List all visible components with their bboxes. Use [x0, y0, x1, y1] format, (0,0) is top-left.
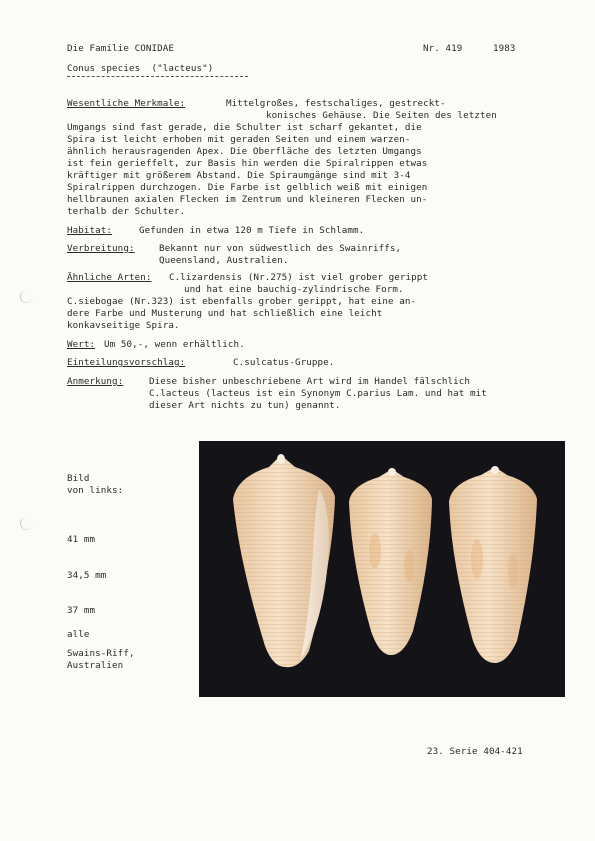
- caption-size-2: 34,5 mm: [67, 570, 107, 581]
- catalog-year: 1983: [493, 43, 516, 54]
- shell-photo-svg: [199, 441, 565, 697]
- merkmale-line-2: konisches Gehäuse. Die Seiten des letzten: [266, 110, 497, 121]
- catalog-number: Nr. 419: [423, 43, 463, 54]
- merkmale-line-7: kräftiger mit größerem Abstand. Die Spiraumgänge sind mit 3-4: [67, 170, 411, 181]
- caption-location-2: Australien: [67, 660, 124, 671]
- caption-bild: Bild: [67, 473, 90, 484]
- habitat-text: Gefunden in etwa 120 m Tiefe in Schlamm.: [139, 225, 365, 236]
- species-underline: [67, 76, 248, 77]
- aehnliche-line-1: C.lizardensis (Nr.275) ist viel grober gerippt: [169, 272, 429, 283]
- merkmale-line-10: terhalb der Schulter.: [67, 206, 186, 217]
- einteilung-label: Einteilungsvorschlag:: [67, 357, 186, 368]
- shell-3: [449, 466, 537, 663]
- series-footer: 23. Serie 404-421: [427, 746, 523, 757]
- aehnliche-line-2: und hat eine bauchig-zylindrische Form.: [184, 284, 404, 295]
- shell-1: [233, 454, 335, 667]
- merkmale-label: Wesentliche Merkmale:: [67, 98, 186, 109]
- anmerkung-label: Anmerkung:: [67, 376, 124, 387]
- merkmale-line-1: Mittelgroßes, festschaliges, gestreckt-: [226, 98, 446, 109]
- punch-hole-bottom: [20, 517, 33, 530]
- caption-location-1: Swains-Riff,: [67, 648, 135, 659]
- merkmale-line-3: Umgangs sind fast gerade, die Schulter ist scharf gekantet, die: [67, 122, 422, 133]
- species-title: Conus species ("lacteus"): [67, 63, 214, 74]
- aehnliche-line-4: dere Farbe und Musterung und hat schließlich eine leicht: [67, 308, 383, 319]
- aehnliche-line-3: C.siebogae (Nr.323) ist ebenfalls grober gerippt, hat eine an-: [67, 296, 417, 307]
- verbreitung-line-1: Bekannt nur von südwestlich des Swainriffs,: [159, 243, 402, 254]
- caption-size-3: 37 mm: [67, 605, 96, 616]
- punch-hole-top: [20, 290, 33, 303]
- merkmale-line-5: ähnlich herausragenden Apex. Die Oberfläche des letzten Umgangs: [67, 146, 422, 157]
- aehnliche-label: Ähnliche Arten:: [67, 272, 152, 283]
- merkmale-line-4: Spira ist leicht erhoben mit geraden Seiten und einem warzen-: [67, 134, 411, 145]
- shell-2: [349, 468, 432, 655]
- family-heading: Die Familie CONIDAE: [67, 43, 174, 54]
- aehnliche-line-5: konkavseitige Spira.: [67, 320, 180, 331]
- anmerkung-line-3: dieser Art nichts zu tun) genannt.: [149, 400, 341, 411]
- verbreitung-line-2: Queensland, Australien.: [159, 255, 289, 266]
- einteilung-text: C.sulcatus-Gruppe.: [233, 357, 335, 368]
- anmerkung-line-1: Diese bisher unbeschriebene Art wird im Handel fälschlich: [149, 376, 470, 387]
- shell-photograph: [199, 441, 565, 697]
- habitat-label: Habitat:: [67, 225, 113, 236]
- caption-von-links: von links:: [67, 485, 124, 496]
- caption-alle: alle: [67, 629, 90, 640]
- merkmale-line-8: Spiralrippen durchzogen. Die Farbe ist gelblich weiß mit einigen: [67, 182, 428, 193]
- merkmale-line-9: hellbraunen axialen Flecken im Zentrum und kleineren Flecken un-: [67, 194, 428, 205]
- merkmale-line-6: ist fein gerieffelt, zur Basis hin werden die Spiralrippen etwas: [67, 158, 428, 169]
- caption-size-1: 41 mm: [67, 534, 96, 545]
- verbreitung-label: Verbreitung:: [67, 243, 135, 254]
- wert-label: Wert:: [67, 339, 96, 350]
- wert-text: Um 50,-, wenn erhältlich.: [104, 339, 245, 350]
- anmerkung-line-2: C.lacteus (lacteus ist ein Synonym C.parius Lam. und hat mit: [149, 388, 487, 399]
